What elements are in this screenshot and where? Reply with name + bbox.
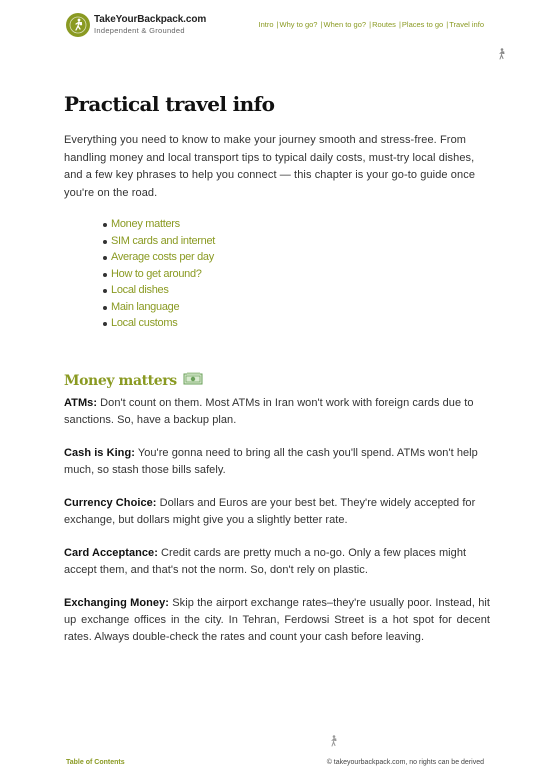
paragraph-atms (64, 395, 490, 429)
text-cards: Credit cards are pretty much a no-go. Only a few places might accept them, and that's not the norm. So, don't rely on plastic. (64, 547, 467, 576)
nav-places-to-go[interactable]: Places to go (401, 20, 444, 29)
toc-link-local-customs[interactable]: Local customs (103, 315, 215, 332)
paragraph-cards (64, 545, 490, 579)
logo[interactable] (66, 13, 90, 37)
text-cash: You're gonna need to bring all the cash you'll spend. ATMs won't help much, so stash those bills safely. (64, 447, 478, 476)
nav-why-to-go[interactable]: Why to go? (279, 20, 318, 29)
label-atms: ATMs: (64, 397, 98, 409)
nav-routes[interactable]: Routes (372, 20, 396, 29)
paragraph-exchange (64, 595, 490, 646)
toc-link-sim-cards[interactable]: SIM cards and internet (103, 233, 215, 250)
hiker-icon (329, 735, 339, 747)
paragraph-currency (64, 495, 490, 529)
nav-travel-info[interactable]: Travel info (449, 20, 484, 29)
chapter-contents-list (103, 216, 215, 332)
label-currency: Currency Choice: (64, 497, 157, 509)
toc-link-get-around[interactable]: How to get around? (103, 266, 215, 283)
brand-name[interactable]: TakeYourBackpack.com (94, 14, 207, 25)
section-title: Money matters (64, 373, 177, 389)
label-cash: Cash is King: (64, 447, 135, 459)
intro-paragraph: Everything you need to know to make your journey smooth and stress-free. From handling money and local transport tips to typical daily costs, must-try local dishes, and a few key phrases to help you connect — this chapter is your go-to guide once you're on the road. (64, 134, 476, 199)
money-bill-icon (183, 372, 203, 390)
page-title: Practical travel info (64, 92, 275, 116)
text-atms: Don't count on them. Most ATMs in Iran won't work with foreign cards due to sanctions. So, have a backup plan. (64, 397, 474, 426)
toc-link-average-costs[interactable]: Average costs per day (103, 249, 215, 266)
toc-link-money-matters[interactable]: Money matters (103, 216, 215, 233)
hiker-icon (497, 48, 507, 60)
nav-when-to-go[interactable]: When to go? (323, 20, 367, 29)
hiker-globe-icon (69, 16, 87, 34)
toc-link-main-language[interactable]: Main language (103, 299, 215, 316)
top-navigation: Intro | Why to go? | When to go? | Routes | Places to go | Travel info (258, 20, 484, 29)
footer-copyright: © takeyourbackpack.com, no rights can be derived (326, 759, 484, 766)
footer-toc-link[interactable]: Table of Contents (66, 759, 125, 766)
toc-link-local-dishes[interactable]: Local dishes (103, 282, 215, 299)
paragraph-cash (64, 445, 490, 479)
text-exchange: Skip the airport exchange rates–they're usually poor. Instead, hit up exchange offices in the city. In Tehran, Ferdowsi Street is a hot spot for decent rates. Always double-check the rates and count your cash before leaving. (64, 597, 491, 643)
nav-intro[interactable]: Intro (258, 20, 274, 29)
label-exchange: Exchanging Money: (64, 597, 169, 609)
brand-tagline: Independent & Grounded (94, 26, 185, 35)
page-header (0, 0, 550, 48)
label-cards: Card Acceptance: (64, 547, 158, 559)
text-currency: Dollars and Euros are your best bet. They're widely accepted for exchange, but dollars might give you a slightly better rate. (64, 497, 476, 526)
section-heading (64, 372, 203, 390)
